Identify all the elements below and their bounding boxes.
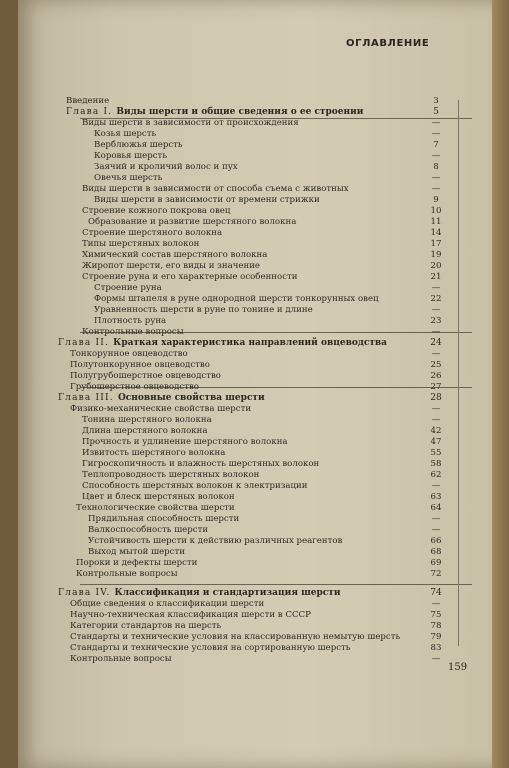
entry-page-number: 8 <box>433 162 439 172</box>
toc-entry <box>76 569 442 580</box>
entry-page-number: 3 <box>433 96 439 106</box>
entry-page-number: 5 <box>433 107 439 117</box>
entry-page-number: — <box>431 327 441 337</box>
chapter-entry <box>58 338 442 349</box>
toc-entry <box>82 239 442 250</box>
toc-entry <box>70 382 442 393</box>
toc-entry <box>70 621 442 632</box>
toc-entry <box>82 228 442 239</box>
entry-page-number: 66 <box>430 536 442 546</box>
entry-title: Теплопроводность шерстяных волокон <box>82 470 260 480</box>
entry-title: Контрольные вопросы <box>82 327 184 337</box>
entry-page-number: — <box>431 415 441 425</box>
toc-entry <box>82 481 441 492</box>
entry-page-number: — <box>431 151 441 161</box>
chapter-title: Классификация и стандартизация шерсти <box>114 588 341 598</box>
toc-entry <box>94 151 441 162</box>
entry-title: Устойчивость шерсти к действию различных реагентов <box>88 536 343 546</box>
page-column-divider <box>458 100 459 646</box>
entry-page-number: 28 <box>430 393 442 403</box>
entry-title: Полутонкорунное овцеводство <box>70 360 210 370</box>
toc-entry <box>76 558 442 569</box>
entry-title: Введение <box>66 96 110 106</box>
entry-title: Химический состав шерстяного волокна <box>82 250 268 260</box>
entry-title: Строение кожного покрова овец <box>82 206 231 216</box>
entry-page-number: 22 <box>430 294 442 304</box>
entry-page-number: 47 <box>430 437 442 447</box>
entry-page-number: 74 <box>430 588 442 598</box>
chapter-title: Основные свойства шерсти <box>117 393 265 403</box>
toc-entry <box>82 426 442 437</box>
toc-entry <box>94 129 441 140</box>
entry-page-number: 9 <box>433 195 439 205</box>
book-cover-edge <box>492 0 509 768</box>
entry-page-number: 14 <box>430 228 442 238</box>
entry-title: Стандарты и технические условия на сортированную шерсть <box>70 643 351 653</box>
entry-title: Контрольные вопросы <box>70 654 172 664</box>
entry-title: Длина шерстяного волокна <box>82 426 208 436</box>
toc-entry <box>88 514 441 525</box>
toc-entry <box>82 118 441 129</box>
entry-title: Строение шерстяного волокна <box>82 228 223 238</box>
toc-entry <box>94 283 441 294</box>
entry-page-number: 79 <box>430 632 442 642</box>
toc-entry <box>70 404 441 415</box>
entry-title: Жиропот шерсти, его виды и значение <box>82 261 261 271</box>
entry-title: Строение руна и его характерные особенности <box>82 272 298 282</box>
toc-entry <box>94 195 439 206</box>
entry-title: Виды шерсти в зависимости от способа съема с животных <box>82 184 349 194</box>
entry-page-number: — <box>431 514 441 524</box>
entry-page-number: 42 <box>430 426 442 436</box>
toc-entry <box>88 525 441 536</box>
entry-title: Прядильная способность шерсти <box>88 514 240 524</box>
entry-title: Контрольные вопросы <box>76 569 178 579</box>
toc-entry <box>70 643 442 654</box>
entry-title <box>58 393 265 404</box>
toc-entry <box>94 140 439 151</box>
entry-title: Виды шерсти в зависимости от происхождения <box>82 118 299 128</box>
entry-page-number: 63 <box>430 492 442 502</box>
entry-title: Стандарты и технические условия на классированную немытую шерсть <box>70 632 401 642</box>
entry-page-number: 55 <box>430 448 442 458</box>
entry-page-number: 58 <box>430 459 442 469</box>
toc-entry <box>88 547 442 558</box>
entry-page-number: — <box>431 283 441 293</box>
entry-page-number: 10 <box>430 206 442 216</box>
entry-title: Козья шерсть <box>94 129 157 139</box>
toc-entry <box>94 173 441 184</box>
toc-entry <box>88 217 442 228</box>
page-title: ОГЛАВЛЕНИЕ <box>346 38 430 49</box>
toc-entry <box>82 448 442 459</box>
toc-entry <box>82 470 442 481</box>
divider <box>80 584 472 585</box>
entry-page-number: — <box>431 118 441 128</box>
entry-title: Заячий и кроличий волос и пух <box>94 162 238 172</box>
toc-entry <box>94 294 442 305</box>
toc-entry <box>82 437 442 448</box>
chapter-entry <box>66 107 439 118</box>
chapter-label: Глава III. <box>58 393 118 403</box>
entry-title: Категории стандартов на шерсть <box>70 621 222 631</box>
entry-title: Полугрубошерстное овцеводство <box>70 371 221 381</box>
toc-entry <box>82 261 442 272</box>
book-page <box>18 0 498 768</box>
chapter-entry <box>58 393 442 404</box>
entry-page-number: — <box>431 349 441 359</box>
entry-page-number: 64 <box>430 503 442 513</box>
toc-entry <box>82 327 441 338</box>
entry-title: Извитость шерстяного волокна <box>82 448 226 458</box>
page-number: 159 <box>448 662 468 673</box>
toc-entry <box>94 305 441 316</box>
toc-entry <box>82 206 442 217</box>
entry-page-number: 7 <box>433 140 439 150</box>
chapter-label: Глава IV. <box>58 588 115 598</box>
entry-title: Овечья шерсть <box>94 173 163 183</box>
entry-page-number: 72 <box>430 569 442 579</box>
chapter-title: Краткая характеристика направлений овцеводства <box>113 338 388 348</box>
entry-title: Способность шерстяных волокон к электризации <box>82 481 308 491</box>
entry-title: Грубошерстное овцеводство <box>70 382 199 392</box>
entry-title: Гигроскопичность и влажность шерстяных волокон <box>82 459 320 469</box>
entry-title: Тонкорунное овцеводство <box>70 349 188 359</box>
entry-page-number: 62 <box>430 470 442 480</box>
entry-page-number: 78 <box>430 621 442 631</box>
chapter-label: Глава II. <box>58 338 114 348</box>
entry-page-number: — <box>431 525 441 535</box>
entry-title <box>66 107 363 118</box>
entry-page-number: — <box>431 599 441 609</box>
toc-entry <box>82 415 441 426</box>
entry-title: Тонина шерстяного волокна <box>82 415 212 425</box>
toc-entry <box>94 316 442 327</box>
entry-page-number: — <box>431 654 441 664</box>
toc-entry <box>82 184 441 195</box>
entry-title: Физико-механические свойства шерсти <box>70 404 252 414</box>
entry-title: Плотность руна <box>94 316 167 326</box>
chapter-title: Виды шерсти и общие сведения о ее строении <box>116 107 364 117</box>
entry-page-number: 26 <box>430 371 442 381</box>
entry-title: Цвет и блеск шерстяных волокон <box>82 492 235 502</box>
entry-page-number: — <box>431 173 441 183</box>
entry-title <box>58 338 387 349</box>
chapter-label: Глава I. <box>66 107 117 117</box>
entry-title <box>58 588 341 599</box>
entry-title: Валкоспособность шерсти <box>88 525 209 535</box>
toc-entry <box>70 599 441 610</box>
toc-entry <box>70 610 442 621</box>
entry-title: Научно-техническая классификация шерсти в СССР <box>70 610 311 620</box>
entry-page-number: — <box>431 129 441 139</box>
entry-page-number: 24 <box>430 338 442 348</box>
entry-page-number: 83 <box>430 643 442 653</box>
toc-entry <box>82 492 442 503</box>
toc-entry <box>70 654 441 665</box>
entry-title: Уравненность шерсти в руне по тонине и длине <box>94 305 313 315</box>
entry-page-number: 27 <box>430 382 442 392</box>
entry-page-number: — <box>431 404 441 414</box>
entry-title: Виды шерсти в зависимости от времени стрижки <box>94 195 320 205</box>
entry-page-number: 21 <box>430 272 442 282</box>
entry-title: Технологические свойства шерсти <box>76 503 235 513</box>
entry-page-number: 11 <box>430 217 442 227</box>
toc-entry <box>70 371 442 382</box>
entry-page-number: 69 <box>430 558 442 568</box>
entry-page-number: 25 <box>430 360 442 370</box>
entry-title: Выход мытой шерсти <box>88 547 185 557</box>
toc-entry <box>82 250 442 261</box>
toc-entry <box>70 632 442 643</box>
entry-title: Строение руна <box>94 283 162 293</box>
entry-page-number: 75 <box>430 610 442 620</box>
entry-page-number: 20 <box>430 261 442 271</box>
entry-page-number: 68 <box>430 547 442 557</box>
entry-page-number: 23 <box>430 316 442 326</box>
entry-title: Пороки и дефекты шерсти <box>76 558 198 568</box>
toc-entry <box>70 360 442 371</box>
toc-entry <box>94 162 439 173</box>
entry-title: Типы шерстяных волокон <box>82 239 200 249</box>
toc-entry <box>82 459 442 470</box>
entry-title: Образование и развитие шерстяного волокна <box>88 217 297 227</box>
entry-page-number: — <box>431 305 441 315</box>
toc-entry <box>82 272 442 283</box>
entry-title: Формы штапеля в руне однородной шерсти тонкорунных овец <box>94 294 379 304</box>
chapter-entry <box>58 588 442 599</box>
entry-title: Прочность и удлинение шерстяного волокна <box>82 437 288 447</box>
toc-entry <box>88 536 442 547</box>
entry-page-number: — <box>431 184 441 194</box>
toc-entry <box>76 503 442 514</box>
entry-page-number: 19 <box>430 250 442 260</box>
toc-entry <box>70 349 441 360</box>
toc-entry <box>66 96 439 107</box>
entry-page-number: — <box>431 481 441 491</box>
entry-title: Общие сведения о классификации шерсти <box>70 599 265 609</box>
entry-title: Коровья шерсть <box>94 151 167 161</box>
entry-page-number: 17 <box>430 239 442 249</box>
entry-title: Верблюжья шерсть <box>94 140 183 150</box>
